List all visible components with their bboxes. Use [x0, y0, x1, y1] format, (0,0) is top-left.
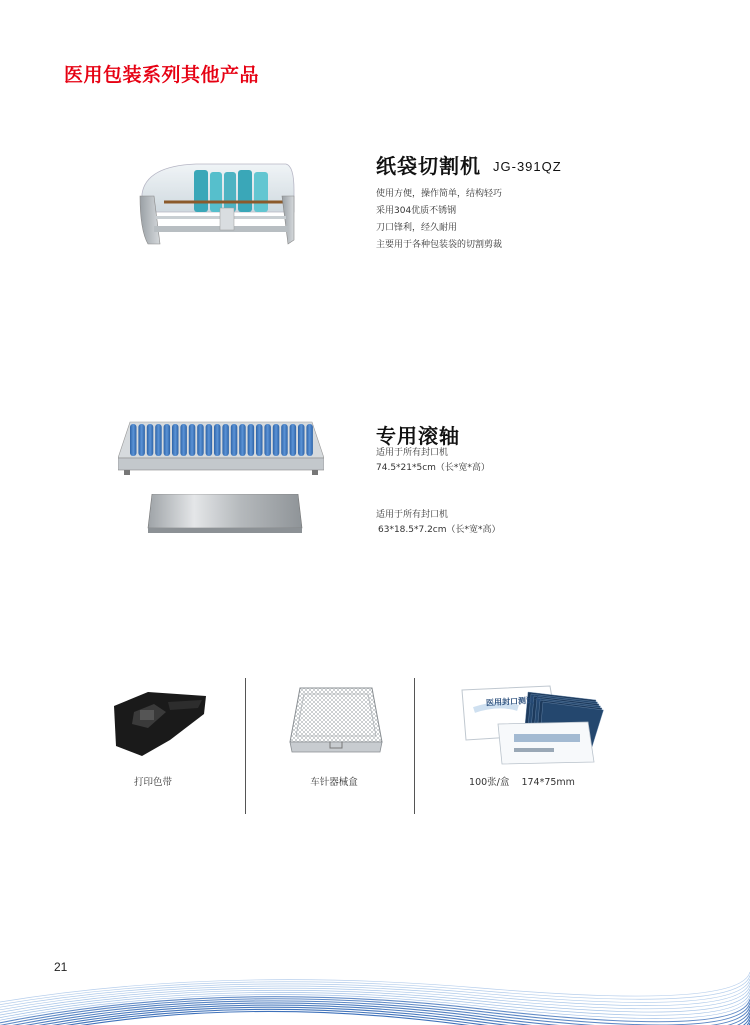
cutter-name: 纸袋切割机	[376, 154, 481, 178]
roller-bar	[130, 424, 137, 456]
test-card-caption: 100张/盒 174*75mm	[469, 777, 575, 788]
roller-spec-1	[376, 446, 490, 476]
ribbon-image	[108, 682, 212, 762]
steel-plate-image	[146, 494, 304, 536]
roller-bar	[197, 424, 204, 456]
feature-line: 主要用于各种包装袋的切割剪裁	[376, 240, 503, 250]
section-title: 医用包装系列其他产品	[64, 64, 260, 86]
column-divider	[245, 678, 246, 814]
wave-decoration	[0, 950, 750, 1025]
roller-spec-line: 63*18.5*7.2cm（长*宽*高）	[378, 525, 501, 535]
test-card-box-label: 医用封口测试卡	[485, 695, 543, 708]
roller-bar	[248, 424, 255, 456]
roller-spec-2	[376, 508, 501, 538]
roller-bar	[273, 424, 280, 456]
feature-line: 使用方便，操作简单，结构轻巧	[376, 189, 503, 199]
cutter-image	[136, 160, 296, 250]
roller-bar	[206, 424, 213, 456]
feature-line: 采用304优质不锈钢	[376, 206, 457, 216]
test-card-image	[458, 682, 604, 766]
roller-spec-line: 74.5*21*5cm（长*宽*高）	[376, 463, 490, 473]
roller-bar	[222, 424, 229, 456]
cutter-features	[376, 186, 502, 254]
roller-tray-image	[118, 418, 324, 476]
roller-bar	[281, 424, 288, 456]
roller-bar	[298, 424, 305, 456]
roller-bar	[147, 424, 154, 456]
roller-spec-line: 适用于所有封口机	[376, 448, 449, 458]
roller-spec-line: 适用于所有封口机	[376, 510, 449, 520]
roller-bar	[164, 424, 171, 456]
rollers-title: 专用滚轴	[376, 424, 460, 448]
cutter-model: JG-391QZ	[493, 159, 562, 174]
roller-bar	[189, 424, 196, 456]
roller-bar	[290, 424, 297, 456]
roller-bar	[239, 424, 246, 456]
roller-bar	[138, 424, 145, 456]
instrument-box-image	[286, 686, 386, 758]
roller-bar	[214, 424, 221, 456]
wave-line	[0, 975, 750, 1004]
roller-bar	[155, 424, 162, 456]
roller-bar	[264, 424, 271, 456]
roller-bar	[256, 424, 263, 456]
page-number: 21	[54, 960, 68, 974]
instrument-box-caption: 车针器械盒	[310, 777, 358, 788]
feature-line: 刀口锋利，经久耐用	[376, 223, 458, 233]
ribbon-caption: 打印色带	[133, 777, 172, 788]
column-divider	[414, 678, 415, 814]
roller-bar	[231, 424, 238, 456]
roller-bar	[180, 424, 187, 456]
roller-bar	[306, 424, 313, 456]
roller-bar	[172, 424, 179, 456]
cutter-title	[376, 150, 562, 179]
